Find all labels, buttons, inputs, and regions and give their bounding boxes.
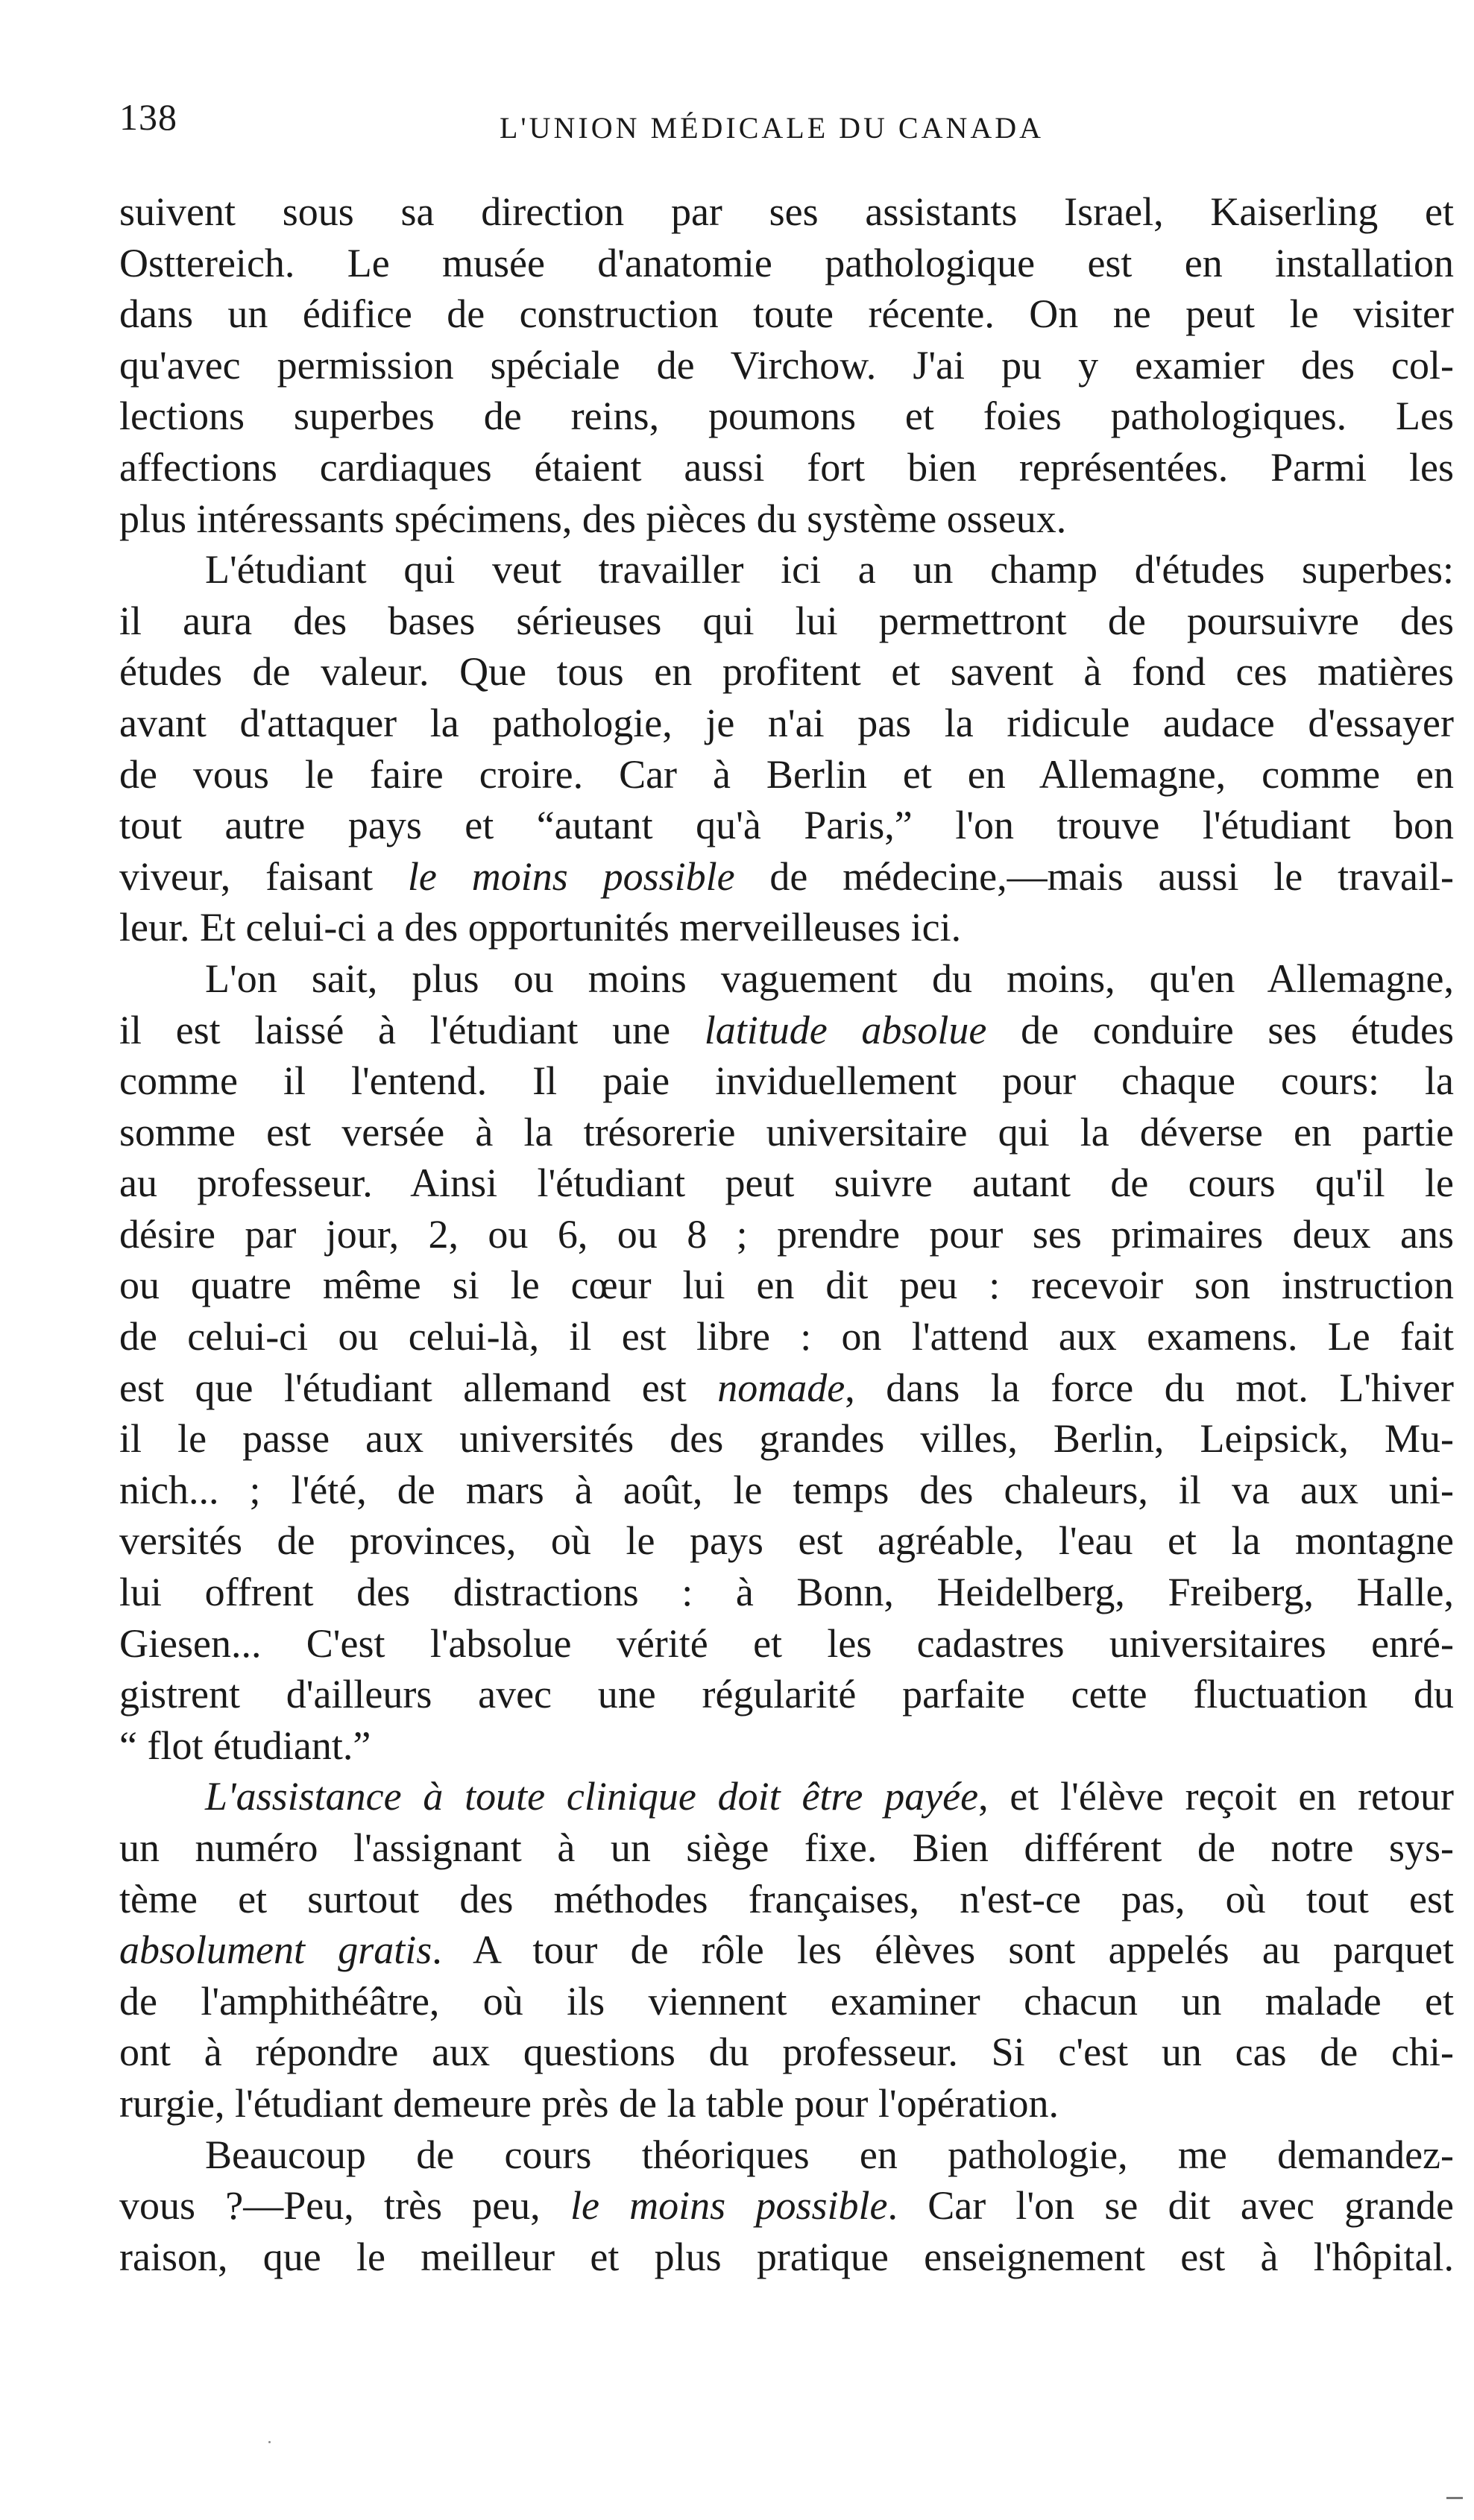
italic-phrase: le moins possible [570, 2183, 888, 2229]
text-line: nich... ; l'été, de mars à août, le temps des chaleurs, il va aux uni- [119, 1467, 1454, 1512]
italic-phrase: absolument gratis [119, 1927, 432, 1973]
text-line: comme il l'entend. Il paie inviduellement pour chaque cours: la [119, 1058, 1454, 1104]
text-line: de celui-ci ou celui-là, il est libre : on l'attend aux examens. Le fait [119, 1314, 1454, 1360]
text-line: un numéro l'assignant à un siège fixe. Bien différent de notre sys- [119, 1825, 1454, 1870]
text-line: L'étudiant qui veut travailler ici a un champ d'études superbes: [205, 547, 1454, 593]
text-line: études de valeur. Que tous en profitent et savent à fond ces matières [119, 649, 1454, 695]
page-number: 138 [119, 96, 177, 138]
text-line: raison, que le meilleur et plus pratique enseignement est à l'hôpital. [119, 2234, 1454, 2279]
text-line: Osttereich. Le musée d'anatomie pathologique est en installation [119, 240, 1454, 285]
text-line: il est laissé à l'étudiant une latitude absolue de conduire ses études [119, 1007, 1455, 1052]
text-line: “ flot étudiant.” [119, 1722, 371, 1768]
journal-title: L'UNION MÉDICALE DU CANADA [500, 111, 1045, 145]
text-line: affections cardiaques étaient aussi fort bien représentées. Parmi les [119, 444, 1454, 490]
italic-phrase: L'assistance à toute clinique doit être payée [205, 1774, 979, 1819]
text-line: gistrent d'ailleurs avec une régularité parfaite cette fluctuation du [119, 1672, 1454, 1717]
text-line: désire par jour, 2, ou 6, ou 8 ; prendre pour ses primaires deux ans [119, 1211, 1454, 1257]
text-line: il aura des bases sérieuses qui lui permettront de poursuivre des [119, 598, 1454, 643]
text-line: leur. Et celui-ci a des opportunités merveilleuses ici. [119, 905, 962, 950]
body-text [119, 186, 1454, 2282]
text-line: de vous le faire croire. Car à Berlin et en Allemagne, comme en [119, 751, 1454, 797]
text-line: de l'amphithéâtre, où ils viennent examiner chacun un malade et [119, 1978, 1454, 2024]
text-line: plus intéressants spécimens, des pièces du système osseux. [119, 496, 1067, 541]
text-line: ont à répondre aux questions du professeur. Si c'est un cas de chi- [119, 2030, 1454, 2075]
text-line: vous ?—Peu, très peu, le moins possible. Car l'on se dit avec grande [119, 2183, 1454, 2229]
text-line: il le passe aux universités des grandes villes, Berlin, Leipsick, Mu- [119, 1416, 1454, 1462]
text-line: tout autre pays et “autant qu'à Paris,” l'on trouve l'étudiant bon [119, 803, 1454, 848]
text-line: lui offrent des distractions : à Bonn, Heidelberg, Freiberg, Halle, [119, 1570, 1454, 1615]
text-line: qu'avec permission spéciale de Virchow. J'ai pu y examier des col- [119, 342, 1454, 388]
text-line: somme est versée à la trésorerie universitaire qui la déverse en partie [119, 1109, 1454, 1155]
text-line: absolument gratis. A tour de rôle les élèves sont appelés au parquet [119, 1927, 1454, 1973]
text-line: L'assistance à toute clinique doit être payée, et l'élève reçoit en retour [205, 1774, 1455, 1819]
text-line: rurgie, l'étudiant demeure près de la table pour l'opération. [119, 2080, 1059, 2126]
italic-phrase: latitude absolue [704, 1007, 987, 1052]
scan-edge-mark [1446, 2497, 1463, 2499]
text-line: tème et surtout des méthodes françaises, n'est-ce pas, où tout est [119, 1876, 1454, 1921]
text-line: est que l'étudiant allemand est nomade, dans la force du mot. L'hiver [119, 1365, 1455, 1410]
text-line: avant d'attaquer la pathologie, je n'ai pas la ridicule audace d'essayer [119, 700, 1454, 745]
text-line: suivent sous sa direction par ses assistants Israel, Kaiserling et [119, 189, 1454, 234]
text-line: Beaucoup de cours théoriques en pathologie, me demandez- [205, 2132, 1454, 2177]
text-line: versités de provinces, où le pays est agréable, l'eau et la montagne [119, 1518, 1454, 1564]
italic-phrase: le moins possible [407, 853, 735, 899]
running-head [119, 95, 1446, 155]
text-line: ou quatre même si le cœur lui en dit peu : recevoir son instruction [119, 1263, 1454, 1308]
text-line: lections superbes de reins, poumons et foies pathologiques. Les [119, 394, 1454, 439]
text-line: viveur, faisant le moins possible de médecine,—mais aussi le travail- [119, 853, 1454, 899]
scan-speck [268, 2441, 271, 2443]
text-line: au professeur. Ainsi l'étudiant peut suivre autant de cours qu'il le [119, 1160, 1454, 1206]
text-line: L'on sait, plus ou moins vaguement du moins, qu'en Allemagne, [205, 956, 1454, 1001]
italic-phrase: nomade [717, 1365, 845, 1410]
text-line: dans un édifice de construction toute récente. On ne peut le visiter [119, 291, 1454, 337]
text-line: Giesen... C'est l'absolue vérité et les cadastres universitaires enré- [119, 1620, 1454, 1666]
